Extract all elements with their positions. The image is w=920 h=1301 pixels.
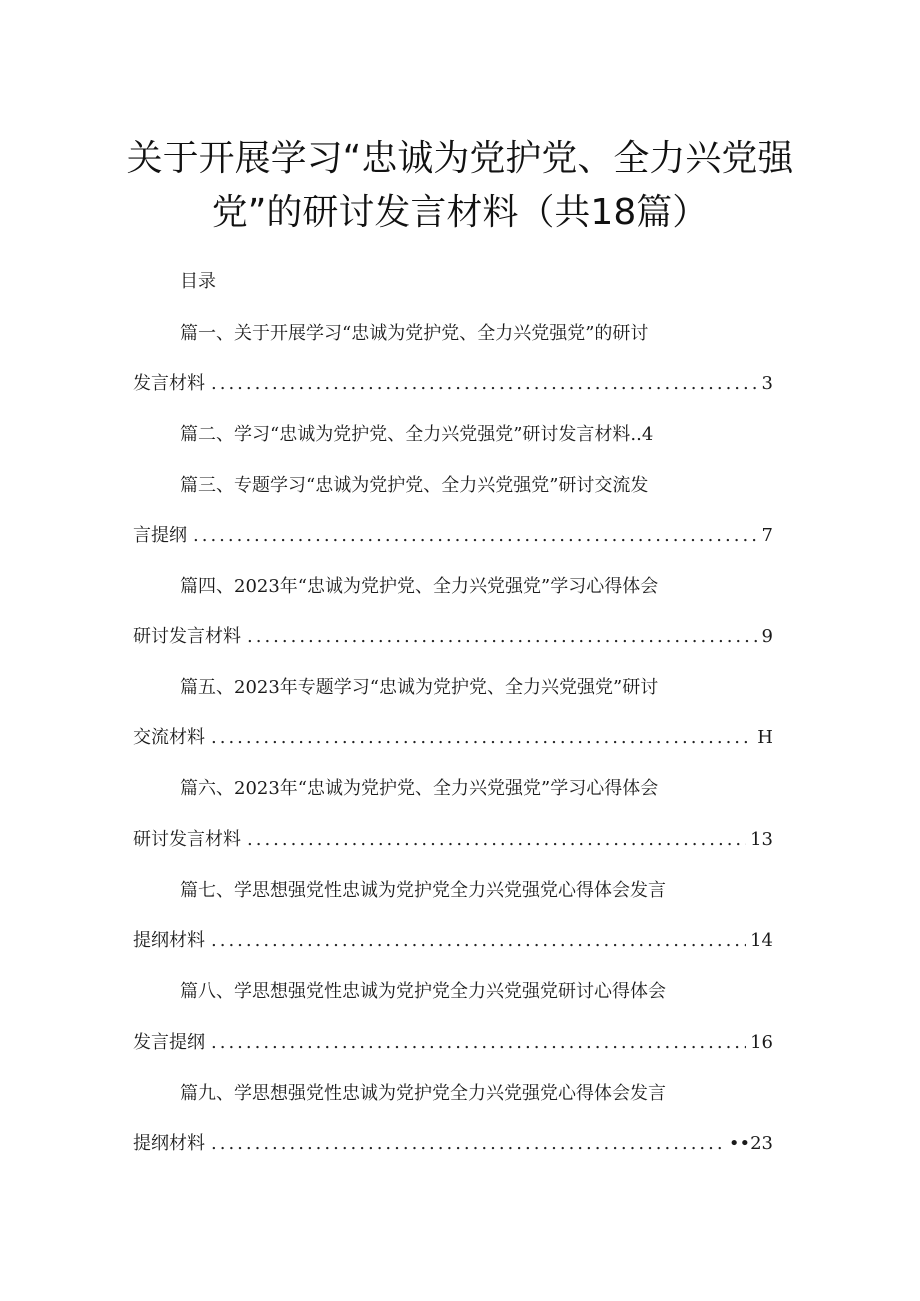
toc-entry-text: 研讨发言材料 [133, 626, 241, 647]
toc-entry-7-continuation[interactable] [133, 927, 773, 955]
dot-leader [211, 724, 753, 752]
dot-leader [247, 826, 746, 854]
toc-entry-4-continuation[interactable] [133, 623, 773, 651]
dot-leader [211, 1130, 725, 1158]
toc-page-number: 13 [750, 829, 773, 850]
toc-heading: 目录 [180, 271, 216, 292]
toc-page-number: H [757, 727, 773, 748]
document-title [100, 132, 820, 240]
toc-page-number: 3 [761, 373, 773, 394]
toc-entry-1-title[interactable]: 篇一、关于开展学习“忠诚为党护党、全力兴党强党”的研讨 [180, 323, 649, 344]
toc-entry-5-title[interactable]: 篇五、2023年专题学习“忠诚为党护党、全力兴党强党”研讨 [180, 677, 659, 698]
dot-leader [247, 623, 758, 651]
toc-entry-2-title[interactable]: 篇二、学习“忠诚为党护党、全力兴党强党”研讨发言材料..4 [180, 424, 654, 445]
toc-entry-text: 提纲材料 [133, 1133, 205, 1154]
toc-entry-9-title[interactable]: 篇九、学思想强党性忠诚为党护党全力兴党强党心得体会发言 [180, 1083, 666, 1104]
dot-leader [211, 370, 758, 398]
toc-entry-8-title[interactable]: 篇八、学思想强党性忠诚为党护党全力兴党强党研讨心得体会 [180, 981, 666, 1002]
toc-entry-4-title[interactable]: 篇四、2023年“忠诚为党护党、全力兴党强党”学习心得体会 [180, 576, 659, 597]
toc-entry-7-title[interactable]: 篇七、学思想强党性忠诚为党护党全力兴党强党心得体会发言 [180, 880, 666, 901]
toc-entry-3-continuation[interactable] [133, 522, 773, 550]
toc-entry-8-continuation[interactable] [133, 1029, 773, 1057]
toc-entry-text: 发言材料 [133, 373, 205, 394]
toc-page-number: ••23 [728, 1133, 773, 1154]
toc-page-number: 14 [750, 930, 773, 951]
toc-page-number: 9 [761, 626, 773, 647]
toc-entry-5-continuation[interactable] [133, 724, 773, 752]
toc-entry-text: 交流材料 [133, 727, 205, 748]
title-line-1: 关于开展学习“忠诚为党护党、全力兴党强 [126, 138, 794, 179]
toc-entry-text: 发言提纲 [133, 1032, 205, 1053]
toc-entry-text: 言提纲 [133, 525, 187, 546]
dot-leader [211, 1029, 746, 1057]
title-line-2: 党”的研讨发言材料（共18篇） [211, 192, 709, 233]
toc-page-number: 16 [750, 1032, 773, 1053]
toc-entry-3-title[interactable]: 篇三、专题学习“忠诚为党护党、全力兴党强党”研讨交流发 [180, 475, 649, 496]
toc-entry-9-continuation[interactable] [133, 1130, 773, 1158]
toc-entry-6-title[interactable]: 篇六、2023年“忠诚为党护党、全力兴党强党”学习心得体会 [180, 778, 659, 799]
dot-leader [193, 522, 758, 550]
dot-leader [211, 927, 746, 955]
toc-page-number: 7 [761, 525, 773, 546]
toc-entry-6-continuation[interactable] [133, 826, 773, 854]
toc-entry-text: 提纲材料 [133, 930, 205, 951]
toc-entry-1-continuation[interactable] [133, 370, 773, 398]
toc-entry-text: 研讨发言材料 [133, 829, 241, 850]
